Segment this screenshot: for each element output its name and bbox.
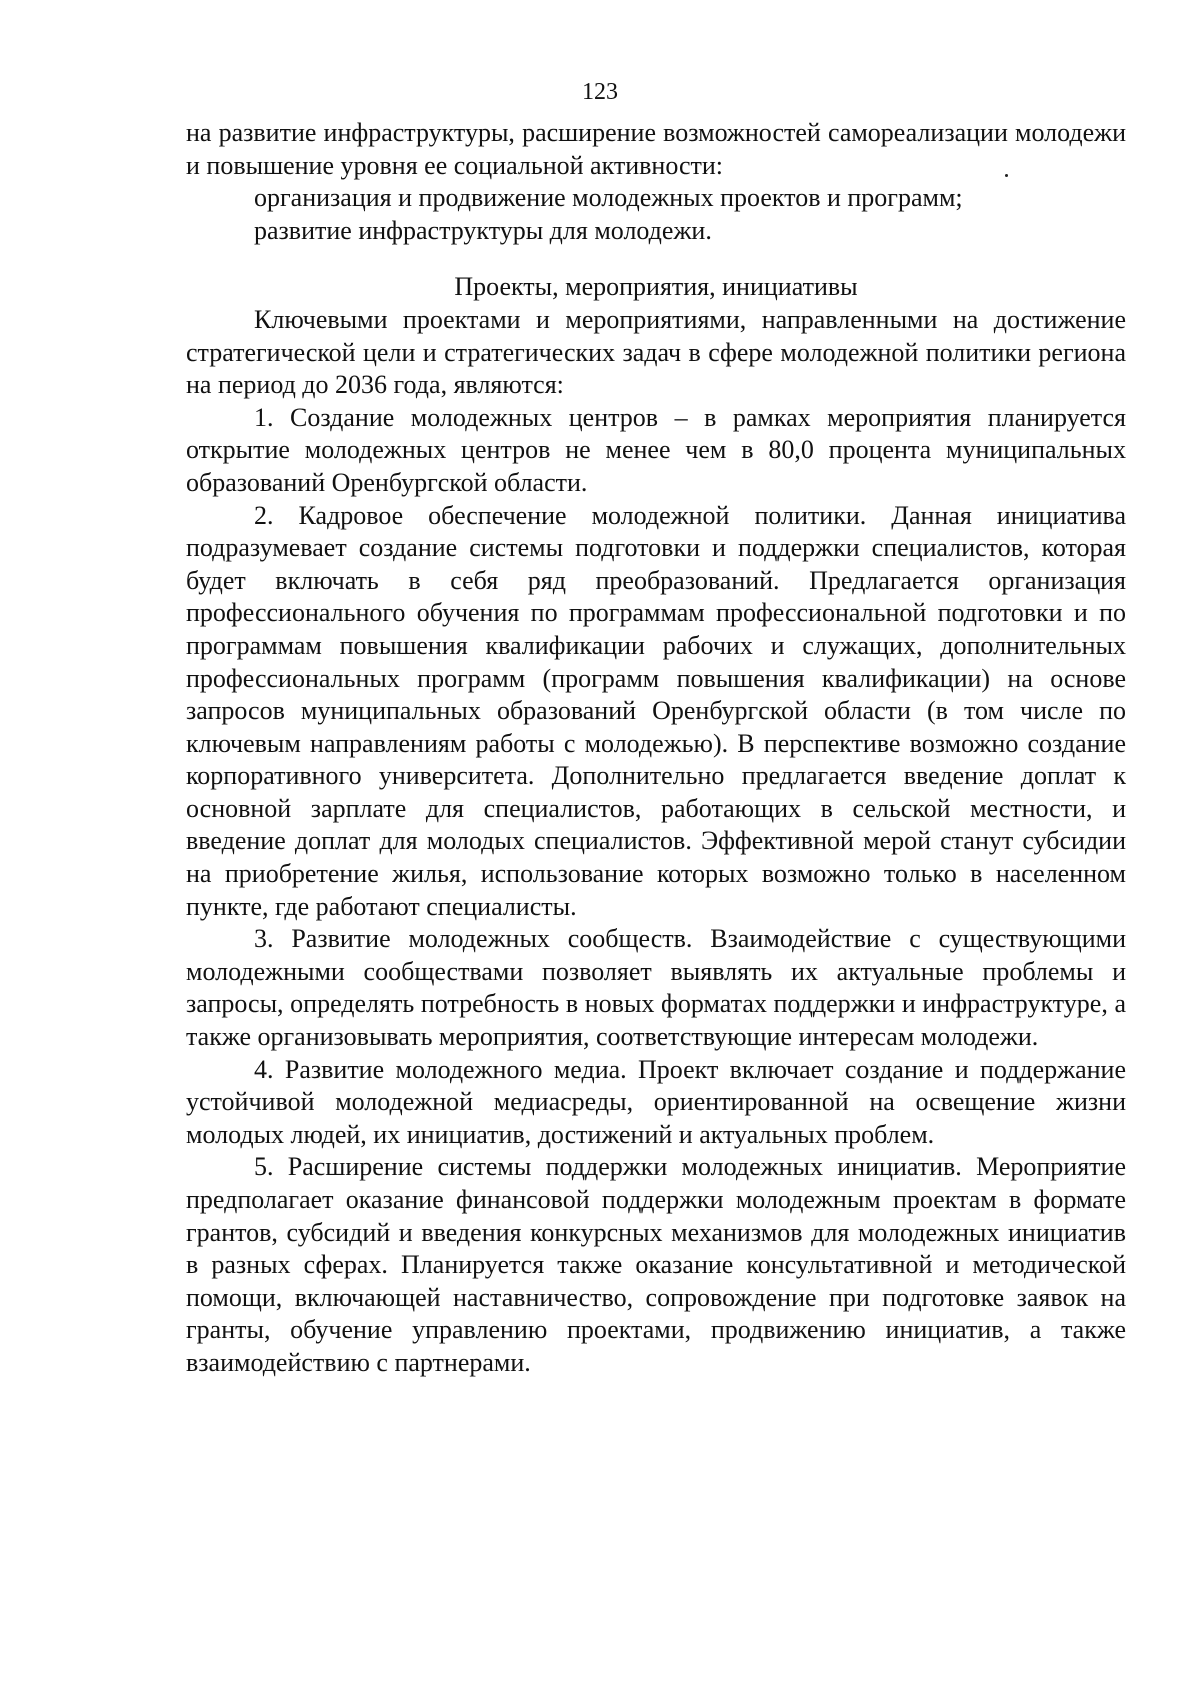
section-heading: Проекты, мероприятия, инициативы xyxy=(454,272,858,302)
document-body xyxy=(186,117,1126,1380)
body-paragraph: 4. Развитие молодежного медиа. Проект включает создание и поддержание устойчивой молодежной медиасреды, ориентированной на освещение жизни молодых людей, их инициатив, достижений и актуальных проблем. xyxy=(186,1054,1126,1149)
list-item: развитие инфраструктуры для молодежи. xyxy=(254,215,712,245)
intro-paragraph: на развитие инфраструктуры, расширение возможностей самореализации молодежи и повышение уровня ее социальной активности: xyxy=(186,118,1126,180)
body-paragraph: 1. Создание молодежных центров – в рамках мероприятия планируется открытие молодежных центров не менее чем в 80,0 процента муниципальных образований Оренбургской области. xyxy=(186,402,1126,497)
body-paragraph: Ключевыми проектами и мероприятиями, направленными на достижение стратегической цели и стратегических задач в сфере молодежной политики региона на период до 2036 года, являются: xyxy=(186,304,1126,400)
body-paragraph: 2. Кадровое обеспечение молодежной политики. Данная инициатива подразумевает создание системы подготовки и поддержки специалистов, которая будет включать в себя ряд преобразований. Предлагается организация профессионального обучения по программам профессиональной подготовки и по программам повышения квалификации рабочих и служащих, дополнительных профессиональных программ (программ повышения квалификации) на основе запросов муниципальных образований Оренбургской области (в том числе по ключевым направлениям работы с молодежью). В перспективе возможно создание корпоративного университета. Дополнительно предлагается введение доплат к основной зарплате для специалистов, работающих в сельской местности, и введение доплат для молодых специалистов. Эффективной мерой станут субсидии на приобретение жилья, использование которых возможно только в населенном пункте, где работают специалисты. xyxy=(186,500,1126,921)
body-paragraph: 5. Расширение системы поддержки молодежных инициатив. Мероприятие предполагает оказание финансовой поддержки молодежным проектам в формате грантов, субсидий и введения конкурсных механизмов для молодежных инициатив в разных сферах. Планируется также оказание консультативной и методической помощи, включающей наставничество, сопровождение при подготовке заявок на гранты, обучение управлению проектами, продвижению инициатив, а также взаимодействию с партнерами. xyxy=(186,1152,1126,1377)
body-paragraph: 3. Развитие молодежных сообществ. Взаимодействие с существующими молодежными сообществами позволяет выявлять их актуальные проблемы и запросы, определять потребность в новых форматах поддержки и инфраструктуре, а также организовывать мероприятия, соответствующие интересам молодежи. xyxy=(186,924,1126,1052)
list-item: организация и продвижение молодежных проектов и программ; xyxy=(254,183,963,213)
page-number: 123 xyxy=(582,79,618,105)
